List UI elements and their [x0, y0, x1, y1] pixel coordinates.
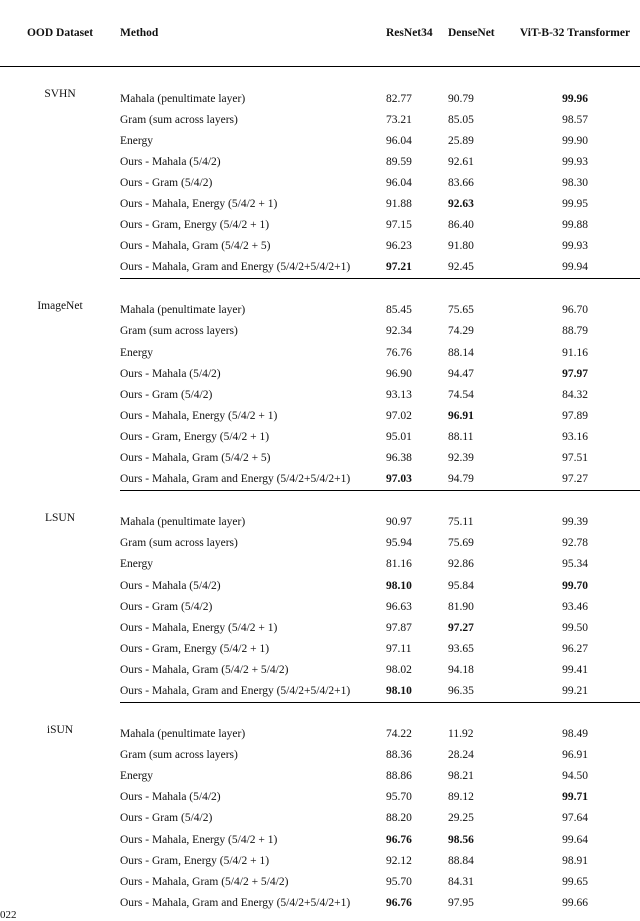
method-cell: Gram (sum across layers): [120, 325, 238, 338]
method-cell: Mahala (penultimate layer): [120, 304, 246, 317]
densenet-value: 88.84: [448, 854, 474, 867]
vit-value: 97.51: [562, 452, 588, 465]
densenet-value: 92.61: [448, 155, 474, 168]
spacer-cell: [0, 702, 640, 724]
resnet34-value: 85.45: [386, 304, 412, 317]
resnet34-value: 96.38: [386, 452, 412, 465]
densenet-value: 90.79: [448, 92, 474, 105]
resnet34-value: 96.04: [386, 176, 412, 189]
resnet34-value: 96.76: [386, 833, 412, 846]
densenet-value: 93.65: [448, 642, 474, 655]
resnet34-value: 97.87: [386, 621, 412, 634]
method-cell: Mahala (penultimate layer): [120, 92, 246, 105]
densenet-value: 92.86: [448, 558, 474, 571]
resnet34-value: 96.76: [386, 896, 412, 909]
densenet-value: 94.79: [448, 469, 510, 491]
vit-value: 99.50: [562, 621, 588, 634]
method-cell: Ours - Gram, Energy (5/4/2 + 1): [120, 854, 270, 867]
table-header: [0, 0, 640, 67]
densenet-value: 29.25: [448, 812, 474, 825]
method-cell: Ours - Gram, Energy (5/4/2 + 1): [120, 219, 270, 232]
vit-value: 99.64: [562, 833, 588, 846]
densenet-value: 86.40: [448, 219, 474, 232]
method-cell: Ours - Mahala, Gram and Energy (5/4/2+5/4/2+1): [120, 469, 386, 491]
resnet34-value: 95.01: [386, 430, 412, 443]
densenet-value: 84.31: [448, 875, 474, 888]
resnet34-value: 88.36: [386, 749, 412, 762]
vit-value: 99.95: [562, 198, 588, 211]
densenet-value: 92.45: [448, 257, 510, 279]
method-cell: Mahala (penultimate layer): [120, 516, 246, 529]
spacer-cell: [0, 278, 640, 300]
densenet-value: 96.35: [448, 680, 510, 702]
resnet34-value: 98.10: [386, 579, 412, 592]
vit-value: 96.91: [562, 749, 588, 762]
resnet34-value: 96.63: [386, 600, 412, 613]
densenet-value: 81.90: [448, 600, 474, 613]
method-cell: Ours - Gram (5/4/2): [120, 812, 213, 825]
method-cell: Ours - Mahala, Gram (5/4/2 + 5): [120, 452, 271, 465]
group-spacer: [0, 67, 640, 89]
densenet-value: 98.56: [448, 833, 474, 846]
densenet-value: 11.92: [448, 728, 474, 741]
method-cell: Ours - Mahala, Gram and Energy (5/4/2+5/4/2+1): [120, 680, 386, 702]
resnet34-value: 91.88: [386, 198, 412, 211]
spacer-cell: [0, 67, 640, 89]
densenet-value: 89.12: [448, 791, 474, 804]
resnet34-value: 98.10: [386, 680, 448, 702]
resnet34-value: 96.23: [386, 240, 412, 253]
vit-value: 99.21: [510, 680, 640, 702]
method-cell: Ours - Mahala (5/4/2): [120, 579, 221, 592]
resnet34-value: 97.15: [386, 219, 412, 232]
vit-value: 96.27: [562, 642, 588, 655]
vit-value: 97.97: [562, 367, 588, 380]
densenet-value: 98.21: [448, 770, 474, 783]
densenet-value: 92.63: [448, 198, 474, 211]
vit-value: 96.70: [562, 304, 588, 317]
table-row: [0, 88, 640, 109]
resnet34-value: 88.20: [386, 812, 412, 825]
resnet34-value: 96.90: [386, 367, 412, 380]
resnet34-value: 89.59: [386, 155, 412, 168]
resnet34-value: 81.16: [386, 558, 412, 571]
densenet-value: 75.65: [448, 304, 474, 317]
dataset-label: LSUN: [44, 511, 76, 524]
resnet34-value: 97.11: [386, 642, 412, 655]
vit-value: 93.16: [562, 430, 588, 443]
densenet-value: 75.11: [448, 516, 474, 529]
vit-value: 99.96: [562, 92, 588, 105]
method-cell: Ours - Gram, Energy (5/4/2 + 1): [120, 430, 270, 443]
method-cell: Ours - Mahala (5/4/2): [120, 791, 221, 804]
header-vit: ViT-B-32 Transformer: [510, 0, 640, 67]
table-row: [0, 300, 640, 321]
resnet34-value: 88.86: [386, 770, 412, 783]
densenet-value: 74.54: [448, 388, 474, 401]
dataset-label: SVHN: [44, 88, 76, 100]
table-body: [0, 67, 640, 914]
vit-value: 88.79: [562, 325, 588, 338]
densenet-value: 97.95: [448, 896, 474, 909]
dataset-label: ImageNet: [37, 299, 83, 312]
densenet-value: 97.27: [448, 621, 474, 634]
resnet34-value: 95.70: [386, 875, 412, 888]
densenet-value: 94.18: [448, 663, 474, 676]
vit-value: 98.91: [562, 854, 588, 867]
vit-value: 98.30: [562, 176, 588, 189]
group-spacer: [0, 490, 640, 512]
vit-value: 97.27: [510, 469, 640, 491]
resnet34-value: 90.97: [386, 516, 412, 529]
page-number-fragment: 022: [0, 909, 17, 921]
resnet34-value: 92.34: [386, 325, 412, 338]
densenet-value: 85.05: [448, 113, 474, 126]
densenet-value: 83.66: [448, 176, 474, 189]
vit-value: 99.93: [562, 155, 588, 168]
header-resnet34: ResNet34: [386, 0, 448, 67]
method-cell: Ours - Gram (5/4/2): [120, 176, 213, 189]
vit-value: 84.32: [562, 388, 588, 401]
vit-value: 97.64: [562, 812, 588, 825]
method-cell: Ours - Mahala, Gram and Energy (5/4/2+5/4/2+1): [120, 896, 351, 909]
spacer-cell: [0, 490, 640, 512]
vit-value: 99.94: [510, 257, 640, 279]
table-row: [0, 724, 640, 745]
method-cell: Energy: [120, 134, 154, 147]
vit-value: 95.34: [562, 558, 588, 571]
vit-value: 99.71: [562, 791, 588, 804]
vit-value: 99.90: [562, 134, 588, 147]
densenet-value: 75.69: [448, 537, 474, 550]
header-ood-dataset: OOD Dataset: [0, 0, 120, 67]
method-cell: Gram (sum across layers): [120, 113, 238, 126]
method-cell: Ours - Gram, Energy (5/4/2 + 1): [120, 642, 270, 655]
resnet34-value: 97.02: [386, 409, 412, 422]
resnet34-value: 95.94: [386, 537, 412, 550]
method-cell: Energy: [120, 346, 154, 359]
vit-value: 98.57: [562, 113, 588, 126]
method-cell: Energy: [120, 770, 154, 783]
vit-value: 91.16: [562, 346, 588, 359]
header-densenet: DenseNet: [448, 0, 510, 67]
resnet34-value: 97.21: [386, 257, 448, 279]
densenet-value: 95.84: [448, 579, 474, 592]
densenet-value: 88.11: [448, 430, 474, 443]
densenet-value: 28.24: [448, 749, 474, 762]
vit-value: 99.88: [562, 219, 588, 232]
method-cell: Ours - Mahala, Gram and Energy (5/4/2+5/4/2+1): [120, 257, 386, 279]
method-cell: Gram (sum across layers): [120, 537, 238, 550]
densenet-value: 88.14: [448, 346, 474, 359]
densenet-value: 94.47: [448, 367, 474, 380]
resnet34-value: 76.76: [386, 346, 412, 359]
dataset-label: iSUN: [46, 723, 74, 736]
vit-value: 99.93: [562, 240, 588, 253]
method-cell: Ours - Mahala (5/4/2): [120, 367, 221, 380]
resnet34-value: 73.21: [386, 113, 412, 126]
header-method: Method: [120, 0, 386, 67]
vit-value: 98.49: [562, 728, 588, 741]
method-cell: Mahala (penultimate layer): [120, 728, 246, 741]
densenet-value: 25.89: [448, 134, 474, 147]
resnet34-value: 92.12: [386, 854, 412, 867]
vit-value: 93.46: [562, 600, 588, 613]
resnet34-value: 96.04: [386, 134, 412, 147]
resnet34-value: 98.02: [386, 663, 412, 676]
method-cell: Ours - Mahala, Energy (5/4/2 + 1): [120, 198, 278, 211]
method-cell: Ours - Gram (5/4/2): [120, 600, 213, 613]
vit-value: 94.50: [562, 770, 588, 783]
densenet-value: 91.80: [448, 240, 474, 253]
method-cell: Ours - Mahala, Energy (5/4/2 + 1): [120, 833, 278, 846]
method-cell: Ours - Mahala, Gram (5/4/2 + 5/4/2): [120, 663, 289, 676]
table-row: [0, 512, 640, 533]
method-cell: Ours - Mahala, Energy (5/4/2 + 1): [120, 621, 278, 634]
resnet34-value: 74.22: [386, 728, 412, 741]
group-spacer: [0, 278, 640, 300]
header-row: [0, 0, 640, 67]
method-cell: Energy: [120, 558, 154, 571]
densenet-value: 92.39: [448, 452, 474, 465]
vit-value: 99.66: [562, 896, 588, 909]
resnet34-value: 93.13: [386, 388, 412, 401]
method-cell: Ours - Gram (5/4/2): [120, 388, 213, 401]
method-cell: Ours - Mahala, Energy (5/4/2 + 1): [120, 409, 278, 422]
resnet34-value: 97.03: [386, 469, 448, 491]
vit-value: 99.39: [562, 516, 588, 529]
group-spacer: [0, 702, 640, 724]
resnet34-value: 82.77: [386, 92, 412, 105]
vit-value: 99.70: [562, 579, 588, 592]
densenet-value: 74.29: [448, 325, 474, 338]
method-cell: Ours - Mahala, Gram (5/4/2 + 5/4/2): [120, 875, 289, 888]
resnet34-value: 95.70: [386, 791, 412, 804]
method-cell: Ours - Mahala (5/4/2): [120, 155, 221, 168]
method-cell: Gram (sum across layers): [120, 749, 238, 762]
vit-value: 99.41: [562, 663, 588, 676]
vit-value: 92.78: [562, 537, 588, 550]
vit-value: 97.89: [562, 409, 588, 422]
densenet-value: 96.91: [448, 409, 474, 422]
method-cell: Ours - Mahala, Gram (5/4/2 + 5): [120, 240, 271, 253]
vit-value: 99.65: [562, 875, 588, 888]
